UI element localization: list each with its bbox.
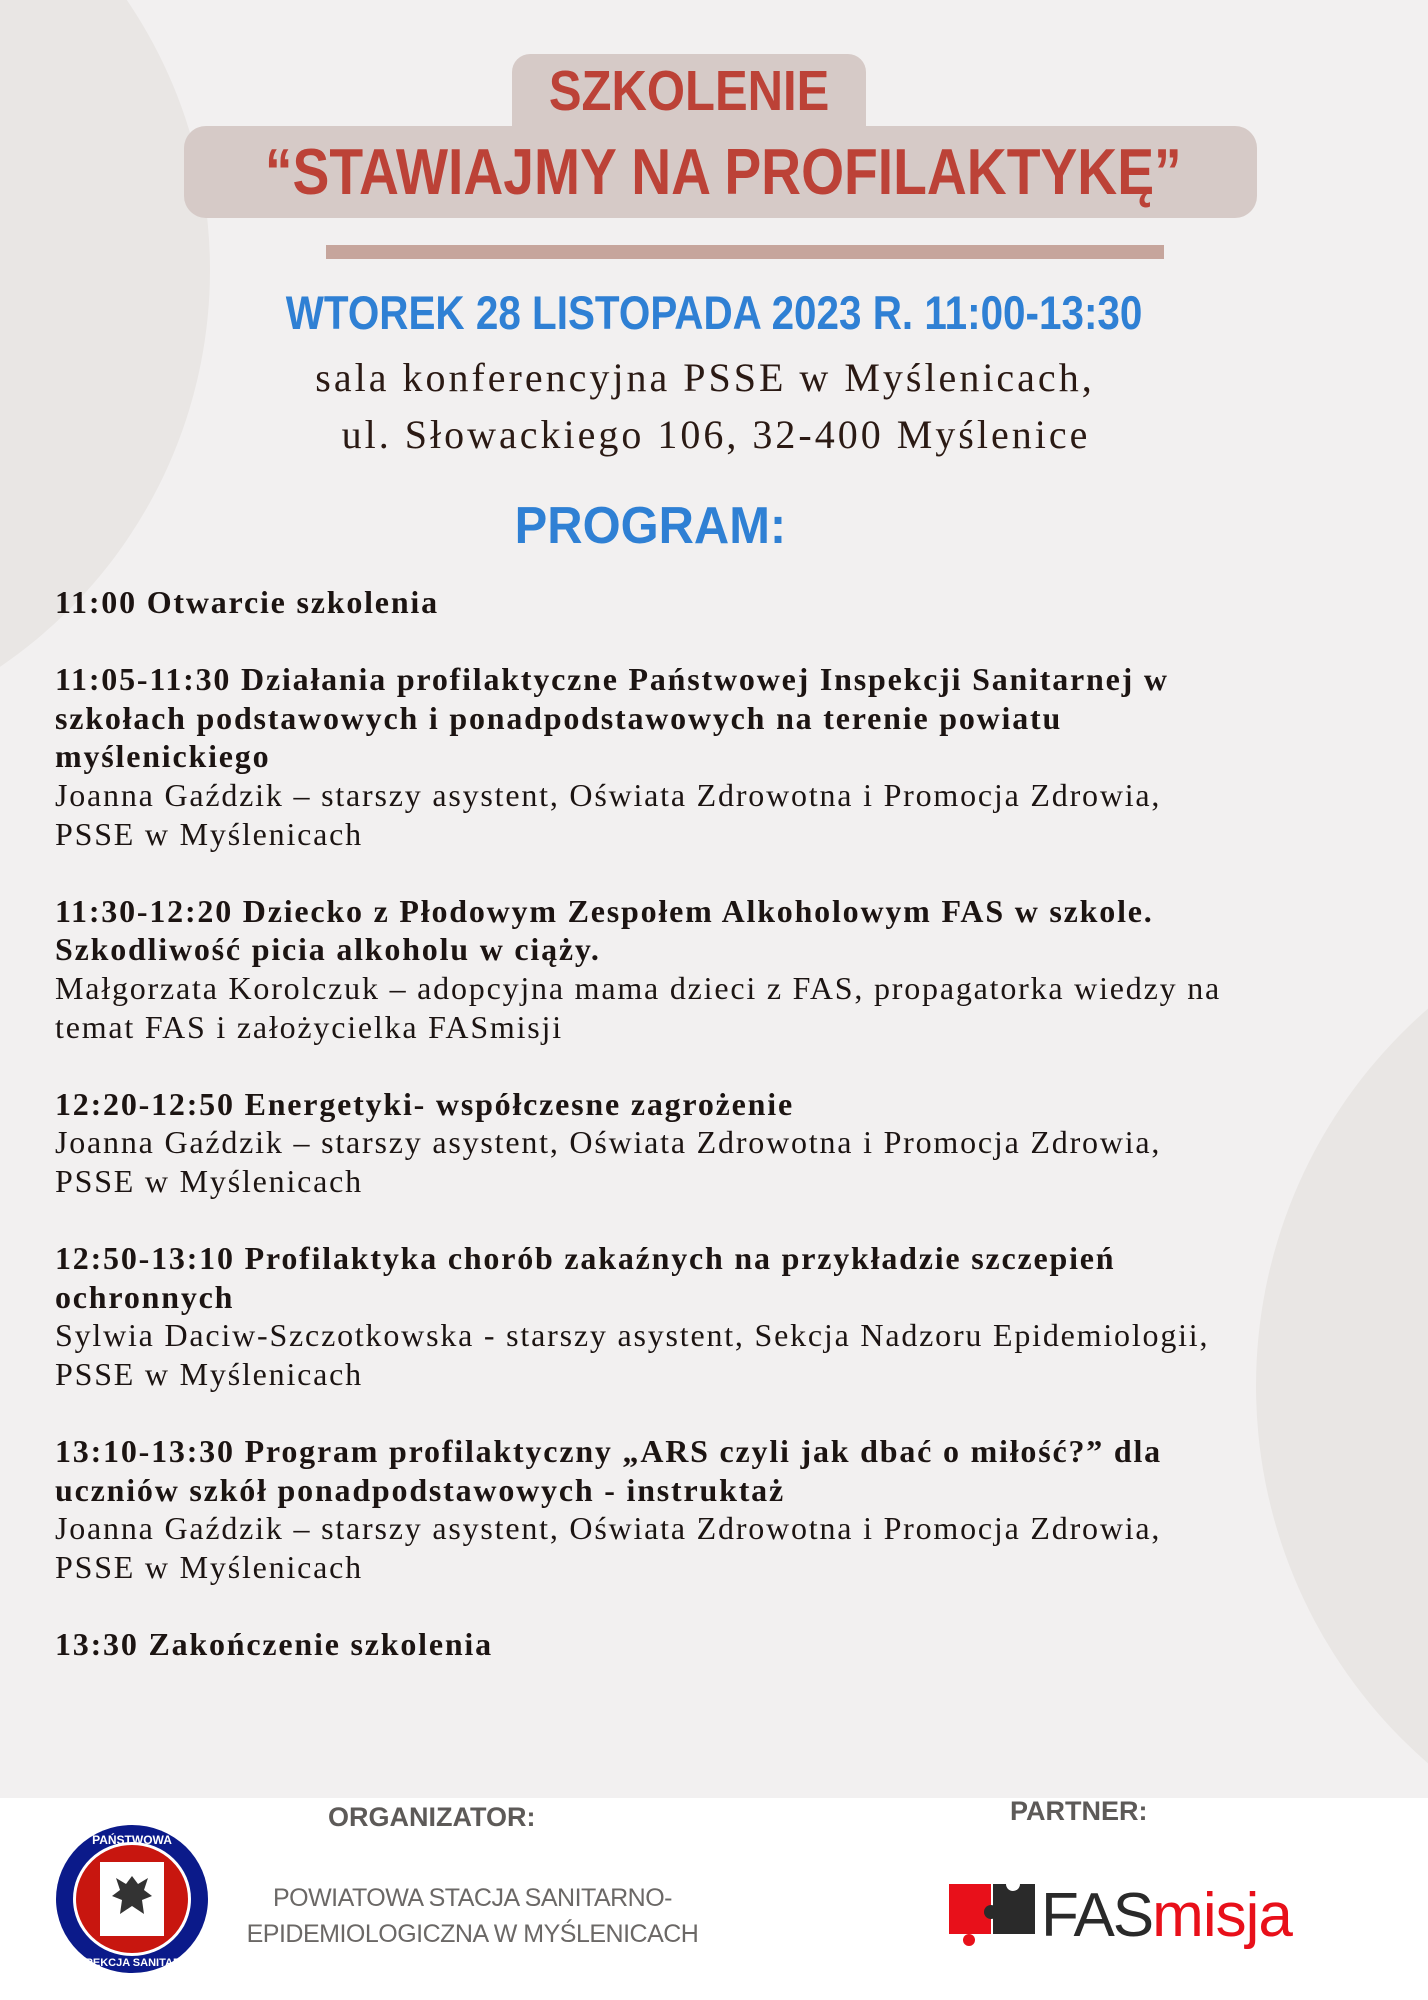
- organizer-label: ORGANIZATOR:: [328, 1802, 536, 1832]
- program-item-title: 12:20-12:50 Energetyki- współczesne zagrożenie: [55, 1085, 794, 1122]
- program-item-speaker: Małgorzata Korolczuk – adopcyjna mama dzieci z FAS, propagatorka wiedzy na: [55, 969, 1221, 1006]
- program-item-speaker: Joanna Gaździk – starszy asystent, Oświata Zdrowotna i Promocja Zdrowia,: [55, 1510, 1162, 1547]
- program-item: [55, 1239, 1405, 1393]
- program-item-speaker: PSSE w Myślenicach: [55, 1162, 363, 1199]
- program-item-title: szkołach podstawowych i ponadpodstawowych na terenie powiatu: [55, 699, 1063, 736]
- program-item-speaker: Joanna Gaździk – starszy asystent, Oświata Zdrowotna i Promocja Zdrowia,: [55, 1124, 1162, 1161]
- program-list: [55, 583, 1405, 1702]
- program-item: [55, 583, 1405, 622]
- title-line-1: SZKOLENIE: [548, 59, 830, 123]
- program-item-title: ochronnych: [55, 1278, 235, 1315]
- program-item: [55, 892, 1405, 1046]
- program-item-speaker: temat FAS i założycielka FASmisji: [55, 1008, 563, 1045]
- partner-label: PARTNER:: [1010, 1796, 1148, 1826]
- psse-logo-icon: [55, 1824, 209, 1974]
- partner-logo-fas: FAS: [1041, 1880, 1153, 1950]
- program-item-title: uczniów szkół ponadpodstawowych - instruktaż: [55, 1471, 785, 1508]
- organizer-name-line-2: EPIDEMIOLOGICZNA W MYŚLENICACH: [246, 1920, 699, 1948]
- program-item-title: 13:10-13:30 Program profilaktyczny „ARS czyli jak dbać o miłość?” dla: [55, 1433, 1162, 1470]
- program-item-title: 11:05-11:30 Działania profilaktyczne Państwowej Inspekcji Sanitarnej w: [55, 661, 1169, 698]
- program-item-speaker: PSSE w Myślenicach: [55, 815, 363, 852]
- program-item-title: 12:50-13:10 Profilaktyka chorób zakaźnych na przykładzie szczepień: [55, 1240, 1116, 1277]
- program-item-title: Szkodliwość picia alkoholu w ciąży.: [55, 931, 601, 968]
- program-item: [55, 1432, 1405, 1586]
- program-item-speaker: PSSE w Myślenicach: [55, 1355, 363, 1392]
- svg-text:INSPEKCJA SANITARNA: INSPEKCJA SANITARNA: [67, 1957, 197, 1969]
- footer: [0, 1798, 1428, 2000]
- organizer-name-line-1: POWIATOWA STACJA SANITARNO-: [272, 1884, 673, 1912]
- puzzle-icon: [949, 1882, 1037, 1948]
- program-item-title: 11:30-12:20 Dziecko z Płodowym Zespołem Alkoholowym FAS w szkole.: [55, 892, 1154, 929]
- program-heading: PROGRAM:: [514, 497, 786, 555]
- program-item-title: 11:00 Otwarcie szkolenia: [55, 584, 439, 620]
- title-line-2: “STAWIAJMY NA PROFILAKTYKĘ”: [264, 135, 1182, 208]
- program-item-title: myślenickiego: [55, 738, 271, 775]
- program-item-speaker: PSSE w Myślenicach: [55, 1548, 363, 1585]
- venue-line-2: ul. Słowackiego 106, 32-400 Myślenice: [341, 412, 1091, 457]
- program-item: [55, 1085, 1405, 1201]
- program-item-title: 13:30 Zakończenie szkolenia: [55, 1626, 493, 1663]
- venue-line-1: sala konferencyjna PSSE w Myślenicach,: [315, 355, 1095, 400]
- divider-bar: [326, 245, 1164, 259]
- event-date: WTOREK 28 LISTOPADA 2023 R. 11:00-13:30: [285, 286, 1143, 339]
- svg-text:PAŃSTWOWA: PAŃSTWOWA: [92, 1833, 172, 1847]
- fasmisja-logo: [949, 1882, 1292, 1948]
- program-item-speaker: Joanna Gaździk – starszy asystent, Oświata Zdrowotna i Promocja Zdrowia,: [55, 776, 1162, 813]
- program-item-speaker: Sylwia Daciw-Szczotkowska - starszy asystent, Sekcja Nadzoru Epidemiologii,: [55, 1317, 1210, 1354]
- program-item: [55, 660, 1405, 853]
- partner-logo-misja: misja: [1152, 1880, 1292, 1950]
- program-item: [55, 1625, 1405, 1664]
